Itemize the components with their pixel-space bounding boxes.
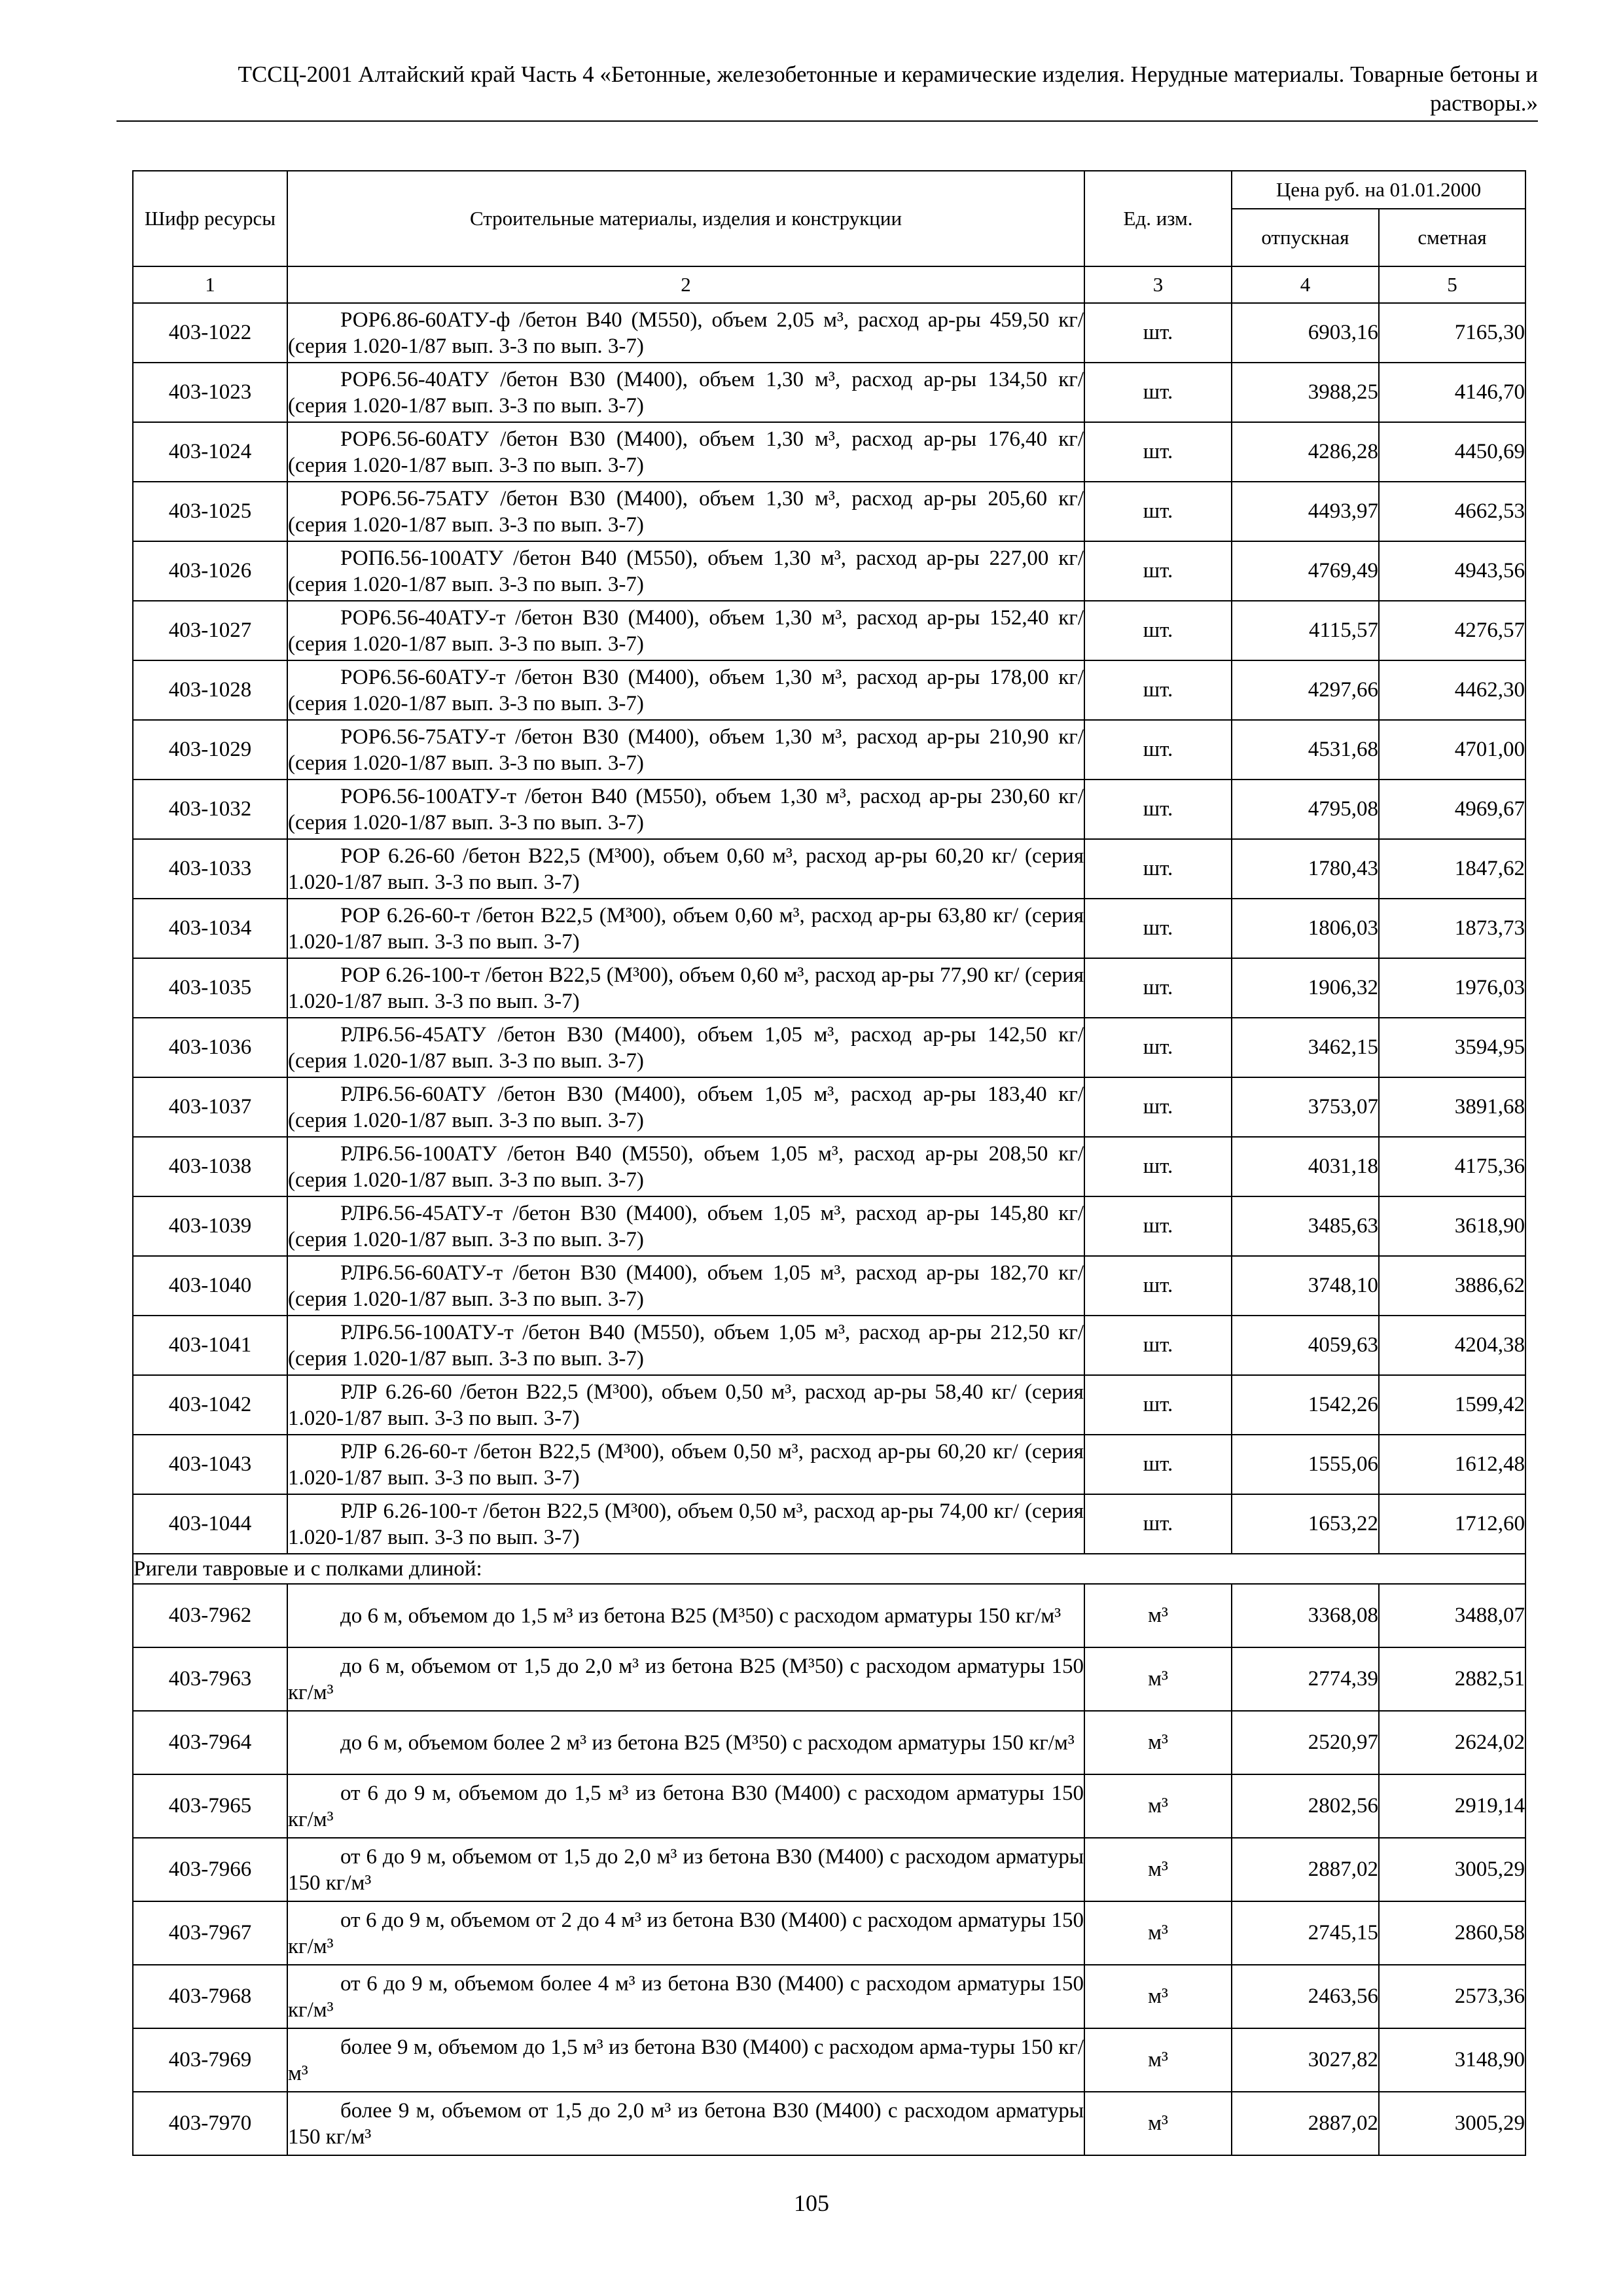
group-title: Ригели тавровые и с полками длиной:	[133, 1554, 1525, 1584]
price-estimate-cell: 3594,95	[1379, 1018, 1525, 1077]
price-release-cell: 3988,25	[1232, 363, 1379, 422]
table-row	[133, 1901, 1525, 1965]
column-number: 5	[1379, 266, 1525, 303]
price-estimate-cell: 3005,29	[1379, 2092, 1525, 2155]
unit-cell: шт.	[1084, 899, 1232, 958]
resource-code-cell: 403-7967	[133, 1901, 287, 1965]
price-estimate-cell: 7165,30	[1379, 303, 1525, 363]
price-estimate-cell: 4276,57	[1379, 601, 1525, 660]
price-estimate-cell: 4701,00	[1379, 720, 1525, 780]
resource-code-cell: 403-1043	[133, 1435, 287, 1494]
price-release-cell: 2774,39	[1232, 1647, 1379, 1711]
description-cell: более 9 м, объемом до 1,5 м³ из бетона В30 (М400) с расходом арма-туры 150 кг/м³	[287, 2028, 1084, 2092]
unit-cell: м³	[1084, 1711, 1232, 1774]
description-cell: РЛР6.56-45АТУ /бетон В30 (М400), объем 1,05 м³, расход ар-ры 142,50 кг/ (серия 1.020-1/87 вып. 3-3 по вып. 3-7)	[287, 1018, 1084, 1077]
description-cell: РЛР6.56-100АТУ-т /бетон В40 (М550), объем 1,05 м³, расход ар-ры 212,50 кг/ (серия 1.020-1/87 вып. 3-3 по вып. 3-7)	[287, 1316, 1084, 1375]
price-release-cell: 3368,08	[1232, 1584, 1379, 1647]
description-cell: РЛР 6.26-60-т /бетон В22,5 (М³00), объем 0,50 м³, расход ар-ры 60,20 кг/ (серия 1.020-1/87 вып. 3-3 по вып. 3-7)	[287, 1435, 1084, 1494]
description-cell: РЛР6.56-45АТУ-т /бетон В30 (М400), объем 1,05 м³, расход ар-ры 145,80 кг/ (серия 1.020-1/87 вып. 3-3 по вып. 3-7)	[287, 1196, 1084, 1256]
header-name: Строительные материалы, изделия и конструкции	[287, 171, 1084, 266]
table-row	[133, 958, 1525, 1018]
price-release-cell: 3753,07	[1232, 1077, 1379, 1137]
price-release-cell: 4795,08	[1232, 780, 1379, 839]
price-estimate-cell: 3886,62	[1379, 1256, 1525, 1316]
resource-code-cell: 403-7962	[133, 1584, 287, 1647]
description-cell: РОП6.56-100АТУ /бетон В40 (М550), объем 1,30 м³, расход ар-ры 227,00 кг/ (серия 1.020-1/87 вып. 3-3 по вып. 3-7)	[287, 541, 1084, 601]
unit-cell: шт.	[1084, 720, 1232, 780]
resource-code-cell: 403-1032	[133, 780, 287, 839]
table-row	[133, 1965, 1525, 2028]
description-cell: РОР 6.26-60 /бетон В22,5 (М³00), объем 0,60 м³, расход ар-ры 60,20 кг/ (серия 1.020-1/87 вып. 3-3 по вып. 3-7)	[287, 839, 1084, 899]
table-row	[133, 839, 1525, 899]
description-cell: РЛР 6.26-60 /бетон В22,5 (М³00), объем 0,50 м³, расход ар-ры 58,40 кг/ (серия 1.020-1/87 вып. 3-3 по вып. 3-7)	[287, 1375, 1084, 1435]
price-estimate-cell: 4969,67	[1379, 780, 1525, 839]
unit-cell: шт.	[1084, 780, 1232, 839]
price-estimate-cell: 3148,90	[1379, 2028, 1525, 2092]
description-cell: более 9 м, объемом от 1,5 до 2,0 м³ из бетона В30 (М400) с расходом арматуры 150 кг/м³	[287, 2092, 1084, 2155]
price-table	[132, 170, 1526, 2156]
price-estimate-cell: 1873,73	[1379, 899, 1525, 958]
price-release-cell: 4531,68	[1232, 720, 1379, 780]
price-estimate-cell: 4662,53	[1379, 482, 1525, 541]
table-row	[133, 601, 1525, 660]
table-row	[133, 1435, 1525, 1494]
resource-code-cell: 403-1023	[133, 363, 287, 422]
price-estimate-cell: 1599,42	[1379, 1375, 1525, 1435]
table-row	[133, 780, 1525, 839]
description-cell: РОР6.56-60АТУ-т /бетон В30 (М400), объем 1,30 м³, расход ар-ры 178,00 кг/ (серия 1.020-1/87 вып. 3-3 по вып. 3-7)	[287, 660, 1084, 720]
unit-cell: шт.	[1084, 958, 1232, 1018]
resource-code-cell: 403-1038	[133, 1137, 287, 1196]
table-row	[133, 363, 1525, 422]
price-release-cell: 3485,63	[1232, 1196, 1379, 1256]
price-release-cell: 4769,49	[1232, 541, 1379, 601]
table-row	[133, 1584, 1525, 1647]
price-estimate-cell: 3005,29	[1379, 1838, 1525, 1901]
table-row	[133, 1256, 1525, 1316]
resource-code-cell: 403-1022	[133, 303, 287, 363]
table-body	[133, 303, 1525, 2155]
price-release-cell: 4493,97	[1232, 482, 1379, 541]
unit-cell: шт.	[1084, 1316, 1232, 1375]
header-title-line2: растворы.»	[1430, 90, 1538, 116]
table-row	[133, 2092, 1525, 2155]
price-estimate-cell: 2573,36	[1379, 1965, 1525, 2028]
table-row	[133, 1018, 1525, 1077]
header-rule	[116, 120, 1538, 122]
unit-cell: м³	[1084, 1774, 1232, 1838]
price-release-cell: 4297,66	[1232, 660, 1379, 720]
price-release-cell: 4059,63	[1232, 1316, 1379, 1375]
price-release-cell: 1806,03	[1232, 899, 1379, 958]
table-row	[133, 2028, 1525, 2092]
unit-cell: м³	[1084, 1965, 1232, 2028]
unit-cell: м³	[1084, 2092, 1232, 2155]
price-release-cell: 1653,22	[1232, 1494, 1379, 1554]
description-cell: РОР6.56-40АТУ /бетон В30 (М400), объем 1,30 м³, расход ар-ры 134,50 кг/ (серия 1.020-1/87 вып. 3-3 по вып. 3-7)	[287, 363, 1084, 422]
unit-cell: шт.	[1084, 660, 1232, 720]
table-row	[133, 1647, 1525, 1711]
resource-code-cell: 403-7970	[133, 2092, 287, 2155]
unit-cell: шт.	[1084, 601, 1232, 660]
resource-code-cell: 403-7964	[133, 1711, 287, 1774]
description-cell: РЛР6.56-60АТУ /бетон В30 (М400), объем 1,05 м³, расход ар-ры 183,40 кг/ (серия 1.020-1/87 вып. 3-3 по вып. 3-7)	[287, 1077, 1084, 1137]
unit-cell: шт.	[1084, 1494, 1232, 1554]
description-cell: РОР6.56-60АТУ /бетон В30 (М400), объем 1,30 м³, расход ар-ры 176,40 кг/ (серия 1.020-1/87 вып. 3-3 по вып. 3-7)	[287, 422, 1084, 482]
header-title-line1: ТССЦ-2001 Алтайский край Часть 4 «Бетонные, железобетонные и керамические изделия. Нерудные материалы. Товарные бетоны и	[238, 62, 1538, 87]
price-release-cell: 2802,56	[1232, 1774, 1379, 1838]
column-number: 3	[1084, 266, 1232, 303]
unit-cell: шт.	[1084, 303, 1232, 363]
table-row	[133, 899, 1525, 958]
unit-cell: шт.	[1084, 1077, 1232, 1137]
price-estimate-cell: 4175,36	[1379, 1137, 1525, 1196]
description-cell: РОР 6.26-100-т /бетон В22,5 (М³00), объем 0,60 м³, расход ар-ры 77,90 кг/ (серия 1.020-1/87 вып. 3-3 по вып. 3-7)	[287, 958, 1084, 1018]
resource-code-cell: 403-1036	[133, 1018, 287, 1077]
price-estimate-cell: 3618,90	[1379, 1196, 1525, 1256]
unit-cell: м³	[1084, 2028, 1232, 2092]
description-cell: РОР6.56-75АТУ-т /бетон В30 (М400), объем 1,30 м³, расход ар-ры 210,90 кг/ (серия 1.020-1/87 вып. 3-3 по вып. 3-7)	[287, 720, 1084, 780]
price-release-cell: 1780,43	[1232, 839, 1379, 899]
header-price-estimate: сметная	[1379, 209, 1525, 266]
table-row	[133, 422, 1525, 482]
description-cell: от 6 до 9 м, объемом более 4 м³ из бетона В30 (М400) с расходом арматуры 150 кг/м³	[287, 1965, 1084, 2028]
table-row	[133, 1137, 1525, 1196]
price-estimate-cell: 1847,62	[1379, 839, 1525, 899]
resource-code-cell: 403-1041	[133, 1316, 287, 1375]
resource-code-cell: 403-7965	[133, 1774, 287, 1838]
resource-code-cell: 403-7966	[133, 1838, 287, 1901]
price-release-cell: 6903,16	[1232, 303, 1379, 363]
unit-cell: шт.	[1084, 839, 1232, 899]
unit-cell: шт.	[1084, 541, 1232, 601]
description-cell: до 6 м, объемом от 1,5 до 2,0 м³ из бетона В25 (М³50) с расходом арматуры 150 кг/м³	[287, 1647, 1084, 1711]
resource-code-cell: 403-1026	[133, 541, 287, 601]
resource-code-cell: 403-7963	[133, 1647, 287, 1711]
price-release-cell: 2887,02	[1232, 1838, 1379, 1901]
price-estimate-cell: 2882,51	[1379, 1647, 1525, 1711]
document-header	[116, 60, 1538, 118]
unit-cell: шт.	[1084, 363, 1232, 422]
price-estimate-cell: 4462,30	[1379, 660, 1525, 720]
description-cell: РЛР6.56-100АТУ /бетон В40 (М550), объем 1,05 м³, расход ар-ры 208,50 кг/ (серия 1.020-1/87 вып. 3-3 по вып. 3-7)	[287, 1137, 1084, 1196]
price-release-cell: 1906,32	[1232, 958, 1379, 1018]
unit-cell: шт.	[1084, 1375, 1232, 1435]
resource-code-cell: 403-1037	[133, 1077, 287, 1137]
description-cell: РОР6.56-100АТУ-т /бетон В40 (М550), объем 1,30 м³, расход ар-ры 230,60 кг/ (серия 1.020-1/87 вып. 3-3 по вып. 3-7)	[287, 780, 1084, 839]
price-estimate-cell: 1712,60	[1379, 1494, 1525, 1554]
price-release-cell: 3027,82	[1232, 2028, 1379, 2092]
column-number: 4	[1232, 266, 1379, 303]
price-estimate-cell: 4204,38	[1379, 1316, 1525, 1375]
price-estimate-cell: 2624,02	[1379, 1711, 1525, 1774]
price-estimate-cell: 3891,68	[1379, 1077, 1525, 1137]
price-estimate-cell: 4943,56	[1379, 541, 1525, 601]
resource-code-cell: 403-1024	[133, 422, 287, 482]
table-row	[133, 1711, 1525, 1774]
price-release-cell: 2887,02	[1232, 2092, 1379, 2155]
price-estimate-cell: 2860,58	[1379, 1901, 1525, 1965]
price-release-cell: 2520,97	[1232, 1711, 1379, 1774]
group-header-row	[133, 1554, 1525, 1584]
unit-cell: м³	[1084, 1647, 1232, 1711]
table-row	[133, 720, 1525, 780]
header-price-group: Цена руб. на 01.01.2000	[1232, 171, 1525, 209]
price-estimate-cell: 4450,69	[1379, 422, 1525, 482]
table-row	[133, 1196, 1525, 1256]
price-estimate-cell: 1976,03	[1379, 958, 1525, 1018]
table-row	[133, 1316, 1525, 1375]
table-row	[133, 1375, 1525, 1435]
column-number: 2	[287, 266, 1084, 303]
description-cell: РЛР 6.26-100-т /бетон В22,5 (М³00), объем 0,50 м³, расход ар-ры 74,00 кг/ (серия 1.020-1/87 вып. 3-3 по вып. 3-7)	[287, 1494, 1084, 1554]
table-row	[133, 1774, 1525, 1838]
resource-code-cell: 403-7968	[133, 1965, 287, 2028]
unit-cell: шт.	[1084, 422, 1232, 482]
column-number: 1	[133, 266, 287, 303]
unit-cell: м³	[1084, 1838, 1232, 1901]
header-code: Шифр ресурсы	[133, 171, 287, 266]
unit-cell: шт.	[1084, 1018, 1232, 1077]
description-cell: до 6 м, объемом более 2 м³ из бетона В25 (М³50) с расходом арматуры 150 кг/м³	[287, 1711, 1084, 1774]
unit-cell: шт.	[1084, 1196, 1232, 1256]
resource-code-cell: 403-1029	[133, 720, 287, 780]
resource-code-cell: 403-1033	[133, 839, 287, 899]
table-row	[133, 1838, 1525, 1901]
resource-code-cell: 403-1044	[133, 1494, 287, 1554]
resource-code-cell: 403-1042	[133, 1375, 287, 1435]
description-cell: от 6 до 9 м, объемом до 1,5 м³ из бетона В30 (М400) с расходом арматуры 150 кг/м³	[287, 1774, 1084, 1838]
description-cell: от 6 до 9 м, объемом от 1,5 до 2,0 м³ из бетона В30 (М400) с расходом арматуры 150 кг/м³	[287, 1838, 1084, 1901]
price-release-cell: 2463,56	[1232, 1965, 1379, 2028]
table-row	[133, 303, 1525, 363]
description-cell: РЛР6.56-60АТУ-т /бетон В30 (М400), объем 1,05 м³, расход ар-ры 182,70 кг/ (серия 1.020-1/87 вып. 3-3 по вып. 3-7)	[287, 1256, 1084, 1316]
unit-cell: шт.	[1084, 1137, 1232, 1196]
price-release-cell: 4031,18	[1232, 1137, 1379, 1196]
price-release-cell: 2745,15	[1232, 1901, 1379, 1965]
description-cell: до 6 м, объемом до 1,5 м³ из бетона В25 (М³50) с расходом арматуры 150 кг/м³	[287, 1584, 1084, 1647]
description-cell: от 6 до 9 м, объемом от 2 до 4 м³ из бетона В30 (М400) с расходом арматуры 150 кг/м³	[287, 1901, 1084, 1965]
resource-code-cell: 403-1027	[133, 601, 287, 660]
unit-cell: м³	[1084, 1584, 1232, 1647]
table-row	[133, 541, 1525, 601]
price-release-cell: 4286,28	[1232, 422, 1379, 482]
resource-code-cell: 403-1040	[133, 1256, 287, 1316]
price-estimate-cell: 3488,07	[1379, 1584, 1525, 1647]
unit-cell: м³	[1084, 1901, 1232, 1965]
price-release-cell: 1542,26	[1232, 1375, 1379, 1435]
price-release-cell: 4115,57	[1232, 601, 1379, 660]
unit-cell: шт.	[1084, 1435, 1232, 1494]
header-price-release: отпускная	[1232, 209, 1379, 266]
unit-cell: шт.	[1084, 1256, 1232, 1316]
description-cell: РОР6.86-60АТУ-ф /бетон В40 (М550), объем 2,05 м³, расход ар-ры 459,50 кг/ (серия 1.020-1/87 вып. 3-3 по вып. 3-7)	[287, 303, 1084, 363]
header-unit: Ед. изм.	[1084, 171, 1232, 266]
table-row	[133, 1077, 1525, 1137]
resource-code-cell: 403-1028	[133, 660, 287, 720]
price-estimate-cell: 2919,14	[1379, 1774, 1525, 1838]
resource-code-cell: 403-1035	[133, 958, 287, 1018]
resource-code-cell: 403-7969	[133, 2028, 287, 2092]
page-number: 105	[794, 2190, 829, 2216]
description-cell: РОР 6.26-60-т /бетон В22,5 (М³00), объем 0,60 м³, расход ар-ры 63,80 кг/ (серия 1.020-1/87 вып. 3-3 по вып. 3-7)	[287, 899, 1084, 958]
unit-cell: шт.	[1084, 482, 1232, 541]
price-release-cell: 3462,15	[1232, 1018, 1379, 1077]
table-row	[133, 660, 1525, 720]
table-row	[133, 482, 1525, 541]
price-release-cell: 1555,06	[1232, 1435, 1379, 1494]
price-release-cell: 3748,10	[1232, 1256, 1379, 1316]
price-estimate-cell: 1612,48	[1379, 1435, 1525, 1494]
resource-code-cell: 403-1039	[133, 1196, 287, 1256]
description-cell: РОР6.56-75АТУ /бетон В30 (М400), объем 1,30 м³, расход ар-ры 205,60 кг/ (серия 1.020-1/87 вып. 3-3 по вып. 3-7)	[287, 482, 1084, 541]
price-estimate-cell: 4146,70	[1379, 363, 1525, 422]
table-row	[133, 1494, 1525, 1554]
description-cell: РОР6.56-40АТУ-т /бетон В30 (М400), объем 1,30 м³, расход ар-ры 152,40 кг/ (серия 1.020-1/87 вып. 3-3 по вып. 3-7)	[287, 601, 1084, 660]
resource-code-cell: 403-1034	[133, 899, 287, 958]
resource-code-cell: 403-1025	[133, 482, 287, 541]
